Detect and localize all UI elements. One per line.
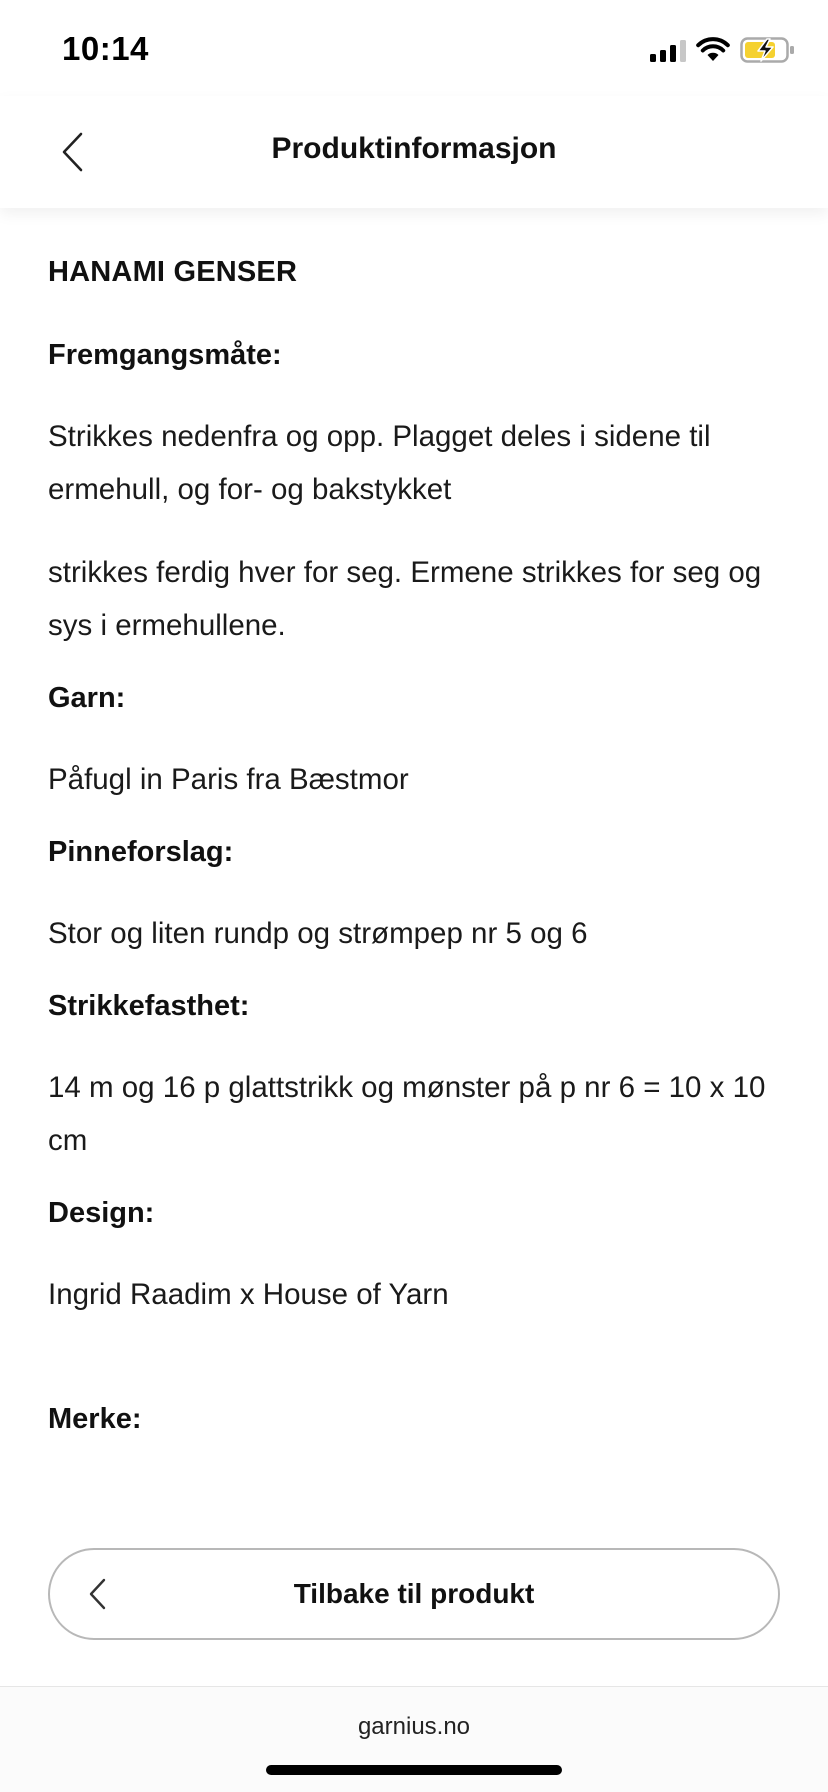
section-merke [48,1403,784,1436]
section-garn [48,682,784,806]
section-heading: Pinneforslag: [48,836,234,868]
status-icons [650,36,796,64]
section-design [48,1197,784,1321]
section-heading: Garn: [48,682,126,714]
section-heading: Strikkefasthet: [48,990,250,1022]
cellular-signal-icon [650,38,686,62]
section-heading: Merke: [48,1403,142,1435]
section-text: Stor og liten rundp og strømpep nr 5 og 6 [48,917,588,950]
wifi-icon [696,37,730,63]
page-title: Produktinformasjon [271,132,557,165]
section-text: 14 m og 16 p glattstrikk og mønster på p nr 6 = 10 x 10 cm [48,1071,766,1157]
section-text: Ingrid Raadim x House of Yarn [48,1278,449,1311]
product-info-content[interactable] [48,208,784,1500]
status-time: 10:14 [62,30,149,67]
product-title: HANAMI GENSER [48,256,298,288]
section-heading: Fremgangsmåte: [48,339,282,371]
section-text: Strikkes nedenfra og opp. Plagget deles i sidene til ermehull, og for- og bakstykket [48,420,711,506]
browser-footer [0,1686,828,1792]
section-strikkefasthet [48,990,784,1167]
back-to-product-button[interactable] [48,1548,780,1640]
back-to-product-label: Tilbake til produkt [293,1578,535,1609]
section-text: strikkes ferdig hver for seg. Ermene strikkes for seg og sys i ermehullene. [48,556,762,642]
header [0,96,828,208]
url-bar[interactable]: garnius.no [357,1713,471,1740]
home-indicator[interactable] [266,1765,562,1775]
status-bar [0,0,828,96]
section-pinneforslag [48,836,784,960]
battery-charging-icon [740,36,796,64]
section-heading: Design: [48,1197,155,1229]
section-fremgangsmate [48,339,784,652]
section-text: Påfugl in Paris fra Bæstmor [48,763,409,796]
